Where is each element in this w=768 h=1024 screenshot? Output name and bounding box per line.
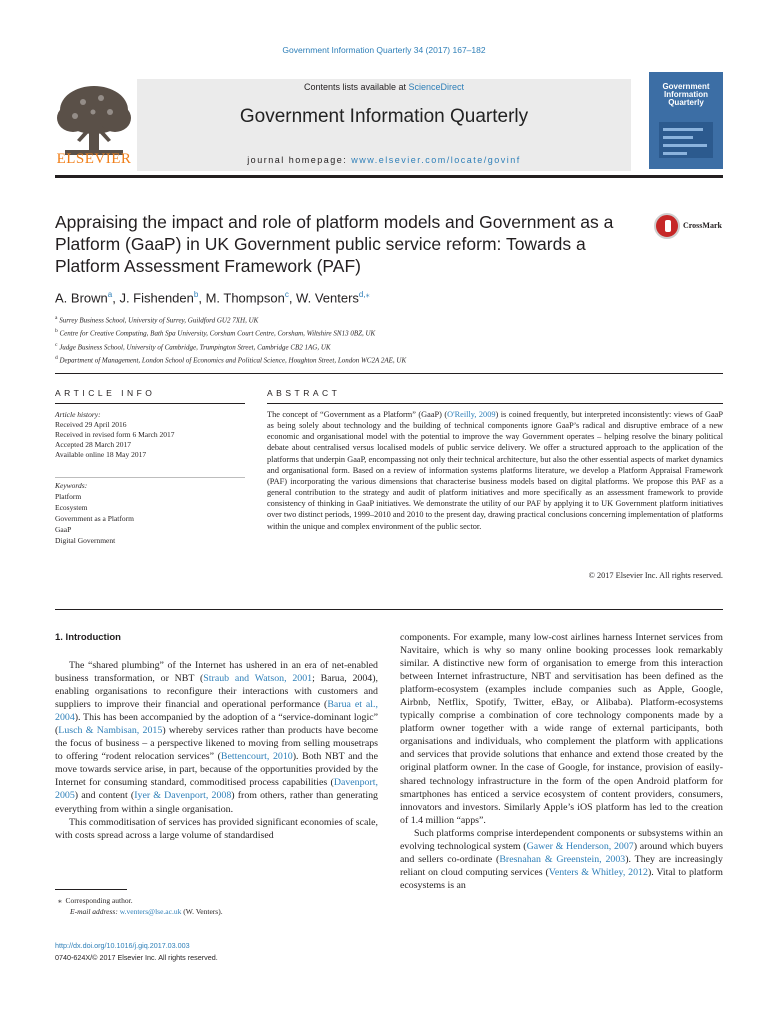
article-info-rule (55, 403, 245, 404)
crossmark-icon (654, 213, 680, 239)
issn-line: 0740-624X/© 2017 Elsevier Inc. All rights reserved. (55, 952, 218, 962)
abstract-text: The concept of “Government as a Platform” (GaaP) ( (267, 410, 448, 419)
affiliation-text: Surrey Business School, University of Surrey, Guildford GU2 7XH, UK (59, 316, 259, 325)
body-column-right (400, 631, 723, 892)
history-item: Received 29 April 2016 (55, 420, 127, 429)
history-item: Received in revised form 6 March 2017 (55, 430, 175, 439)
affiliation-item (55, 340, 406, 353)
keyword-item: Government as a Platform (55, 514, 134, 523)
keywords (55, 480, 245, 546)
history-item: Available online 18 May 2017 (55, 450, 147, 459)
author-name[interactable]: W. Venters (296, 290, 359, 306)
body-column-left (55, 659, 378, 842)
author-affiliation-marker[interactable]: c (284, 290, 289, 299)
header-rule (55, 373, 723, 374)
journal-homepage (137, 155, 631, 165)
body-text: ) whereby services rather than products have become the focus of business – a perspective likened to moving from selling mousetraps to offering “rodent relocation services” ( (55, 725, 378, 763)
abstract-copyright: © 2017 Elsevier Inc. All rights reserved. (588, 571, 723, 580)
sciencedirect-link[interactable]: ScienceDirect (408, 82, 465, 92)
body-text: ). They are increasingly reliant on cloud computing services ( (400, 853, 723, 878)
citation-link[interactable]: Venters & Whitley, 2012 (548, 866, 648, 878)
body-text: ) from others, rather than generating everything from within a single organisation. (55, 790, 378, 815)
history-item: Accepted 28 March 2017 (55, 440, 132, 449)
footnote-rule (55, 889, 127, 890)
footnote-marker: ⁎ (58, 896, 62, 905)
body-text: ) around which buyers and sellers co-ordinate ( (400, 840, 724, 865)
citation-link[interactable]: Lusch & Nambisan, 2015 (58, 725, 163, 737)
abstract-citation-link[interactable]: O'Reilly, 2009 (447, 410, 496, 419)
masthead-rule (55, 175, 723, 178)
crossmark-badge[interactable] (654, 213, 726, 245)
email-label: E-mail address: (70, 907, 120, 916)
body-text: ) and content ( (74, 790, 135, 802)
author-separator: , (198, 290, 206, 306)
affiliation-text: Judge Business School, University of Cambridge, Trumpington Street, Cambridge CB2 1AG, UK (59, 342, 331, 351)
article-history (55, 410, 245, 460)
body-text: The “shared plumbing” of the Internet has ushered in an era of net-enabled business transformation, or NBT ( (55, 660, 378, 685)
history-label: Article history: (55, 410, 101, 419)
footnote (58, 895, 223, 917)
author-name[interactable]: A. Brown (55, 290, 108, 306)
body-text: ; Barua, 2004), enabling organisations to reconfigure their interactions with customers and suppliers to improve their financial and operational performance ( (55, 673, 378, 711)
affiliation-marker: a (55, 315, 58, 321)
affiliation-marker: b (55, 328, 58, 335)
keyword-item: Digital Government (55, 536, 116, 545)
footnote-line (58, 895, 223, 906)
cover-title-line-3: Quarterly (668, 98, 704, 107)
journal-reference[interactable]: Government Information Quarterly 34 (2017) 167–182 (282, 45, 486, 55)
article-footer (55, 940, 218, 963)
cover-artwork (659, 122, 713, 158)
author-affiliation-marker[interactable]: d,⁎ (358, 290, 370, 299)
email-link[interactable]: w.venters@lse.ac.uk (119, 907, 182, 916)
affiliation-list (55, 313, 406, 366)
homepage-label: journal homepage: (247, 155, 352, 165)
affiliation-marker: d (55, 354, 58, 361)
affiliation-item (55, 326, 406, 339)
corresponding-author-note: Corresponding author. (65, 896, 133, 905)
cover-title-line-1: Government (662, 82, 710, 91)
affiliation-text: Department of Management, London School of Economics and Political Science, Houghton Street, London WC2A 2AE, UK (59, 356, 407, 365)
author-separator: , (288, 290, 297, 306)
citation-link[interactable]: Iyer & Davenport, 2008 (134, 790, 232, 802)
crossmark-label: CrossMark (683, 221, 722, 230)
masthead (55, 71, 723, 171)
affiliation-marker: c (55, 341, 58, 348)
article-info-heading: ARTICLE INFO (55, 388, 156, 398)
affiliation-item (55, 313, 406, 326)
author-name[interactable]: J. Fishenden (119, 290, 194, 306)
body-text: components. For example, many low-cost airlines harness Internet services from Navitaire, which is why so many online booking processes look remarkably similar. A distinctive new form of organisation to emerge from this interaction between Internet infrastructure, NBT and servitisation has been defined as the platform-ecosystem (examples include companies such as Apple, Google, Airbnb, Netflix, Spotify, Twitter, eBay, or Alibaba). Platform-ecosystems typically comprise a combination of core technology components made by a platform owner together with a wide range of external participants, both organisations and individuals, who complement the platform with applications and services that provide solutions that enhance and extend those created by the original platform owner. In the case of Google, for instance, provision of easily-shared technology infrastructure in the form of the open Android platform for smartphones has enticed a service ecosystem of content providers, consumers, innovators and investors. Similarly Apple’s iOS platform has led to the creation of 1.4 million “apps”. (400, 632, 723, 826)
keyword-item: Platform (55, 492, 82, 501)
body-paragraph (55, 659, 378, 816)
keywords-rule (55, 477, 245, 478)
affiliation-text: Centre for Creative Computing, Bath Spa University, Corsham Court Centre, Corsham, Wiltshire SN13 0BZ, UK (59, 329, 376, 338)
paper-title: Appraising the impact and role of platform models and Government as a Platform (GaaP) in UK Government public service reform: Towards a Platform Assessment Framework (PAF) (55, 212, 614, 276)
journal-title: Government Information Quarterly (239, 106, 529, 127)
keyword-item: GaaP (55, 525, 72, 534)
body-paragraph (400, 827, 723, 892)
abstract-heading: ABSTRACT (267, 388, 341, 398)
cover-title (649, 83, 723, 107)
body-paragraph (400, 631, 723, 827)
keyword-item: Ecosystem (55, 503, 88, 512)
abstract-rule (267, 403, 723, 404)
masthead-box (137, 79, 631, 171)
email-suffix: (W. Venters). (181, 907, 223, 916)
author-affiliation-marker[interactable]: b (193, 290, 199, 299)
author-list (55, 290, 370, 305)
body-text: ). Vital to platform ecosystems is an (400, 866, 723, 891)
citation-link[interactable]: Davenport, 2005 (55, 777, 378, 802)
citation-link[interactable]: Gawer & Henderson, 2007 (526, 840, 634, 852)
elsevier-wordmark: ELSEVIER (56, 151, 132, 167)
author-affiliation-marker[interactable]: a (107, 290, 113, 299)
doi-link[interactable]: http://dx.doi.org/10.1016/j.giq.2017.03.003 (55, 941, 190, 950)
homepage-link[interactable]: www.elsevier.com/locate/govinf (351, 155, 521, 165)
affiliation-item (55, 353, 406, 366)
citation-link[interactable]: Bresnahan & Greenstein, 2003 (499, 853, 626, 865)
body-text: ). Both NBT and the move towards service arise, in part, because of the opportunities provided by the Internet for consuming standard, commoditised process capabilities ( (55, 751, 378, 789)
abstract-body (267, 409, 723, 532)
cover-title-line-2: Information (664, 90, 708, 99)
journal-cover-thumbnail (649, 72, 723, 169)
contents-line (137, 82, 631, 92)
citation-link[interactable]: Bettencourt, 2010 (220, 751, 293, 763)
body-text: ). This has been accompanied by the adoption of a “service-dominant logic” ( (55, 712, 378, 737)
contents-prefix: Contents lists available at (303, 82, 409, 92)
author-separator: , (112, 290, 120, 306)
keywords-label: Keywords: (55, 481, 88, 490)
body-text: Such platforms comprise interdependent components or subsystems within an evolving technological system ( (400, 827, 723, 852)
abstract-bottom-rule (55, 609, 723, 610)
body-paragraph: This commoditisation of services has provided significant economies of scale, with costs spread across a large volume of standardised (55, 816, 378, 841)
citation-link[interactable]: Barua et al., 2004 (55, 699, 378, 724)
footnote-email-line (58, 906, 223, 917)
citation-link[interactable]: Straub and Watson, 2001 (203, 673, 313, 685)
section-heading: 1. Introduction (55, 632, 121, 643)
author-name[interactable]: M. Thompson (205, 290, 285, 306)
abstract-text: ) is coined frequently, but interpreted inconsistently: views of GaaP as being solely about technology and the building of technical components ignore GaaP’s radical and disruptive embrace of a new economic and organisational model with the potential to improve the way Government operates – helping resolve the binary political debate about centralised versus localised models of public service delivery. We offer a structured approach to the application of the platforms that underpin GaaP, encompassing not only their technical architecture, but also the other essential aspects of market dynamics and organisational form. Based on a review of information systems platforms literature, we develop a Platform Appraisal Framework (PAF) incorporating the various dimensions that characterise business models based on digital platforms. We propose this PAF as a general contribution to the strategy and audit of platform initiatives and more specifically as an assessment framework to provide consistency of thinking in GaaP initiatives. We demonstrate the utility of our PAF by applying it to UK Government platform initiatives over two distinct periods, 1999–2010 and 2010 to the present day, drawing practical conclusions concerning implementation of platforms within the unique and complex environment of the public sector. (267, 410, 723, 531)
